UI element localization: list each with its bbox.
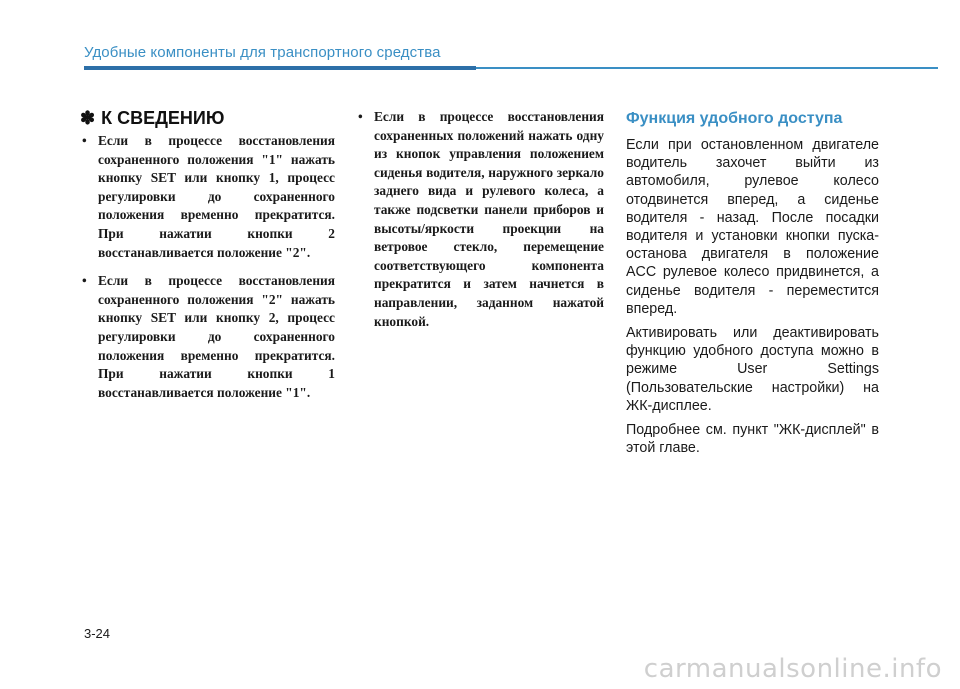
note-item-text: Если в процессе восстановления сохраненных положений нажать одну из кнопок управления положением сиденья водителя, наружного зеркало заднего вида и рулевого колеса, а также подсветки панели приборов и высоты/яркости проекции на ветровое стекло, перемещение соответствующего компонента прекратится и затем начнется в направлении, заданном нажатой кнопкой. [374,109,604,329]
bullet-icon: • [358,109,363,124]
note-list-middle [356,108,604,331]
bullet-icon: • [82,133,87,148]
column-middle [356,108,604,341]
header-rule-light [476,67,938,69]
column-left [80,108,335,412]
note-item-text: Если в процессе восстановления сохраненного положения "2" нажать кнопку SET или кнопку 2, процесс регулировки до сохраненного положения временно прекратится. При нажатии кнопки 1 восстанавливается положение "1". [98,273,335,400]
page-number: 3-24 [84,626,111,641]
note-heading [80,108,335,129]
note-item [356,108,604,331]
paragraph: Активировать или деактивировать функцию удобного доступа можно в режиме User Settings (Пользовательские настройки) на ЖК-дисплее. [626,325,879,414]
note-item [80,132,335,262]
section-header-title: Удобные компоненты для транспортного средства [84,44,441,61]
paragraph: Подробнее см. пункт "ЖК-дисплей" в этой главе. [626,422,879,457]
note-list-left [80,132,335,402]
note-item [80,272,335,402]
note-star-icon: ✽ [80,108,96,128]
bullet-icon: • [82,273,87,289]
paragraph: Если при остановленном двигателе водитель захочет выйти из автомобиля, рулевое колесо отодвинется вперед, а сиденье водителя - назад. После посадки водителя и установки кнопки пуска-останова двигателя в положение ACC рулевое колесо придвинется, а сиденье водителя - переместится вперед. [626,137,879,317]
note-item-text: Если в процессе восстановления сохраненного положения "1" нажать кнопку SET или кнопку 1, процесс регулировки до сохраненного положения временно прекратится. При нажатии кнопки 2 восстанавливается положение "2". [98,133,335,260]
header-rule-dark [84,66,476,70]
watermark: carmanualsonline.info [643,654,942,684]
note-heading-text: К СВЕДЕНИЮ [101,108,225,128]
column-right [626,108,879,463]
section-heading: Функция удобного доступа [626,110,843,127]
